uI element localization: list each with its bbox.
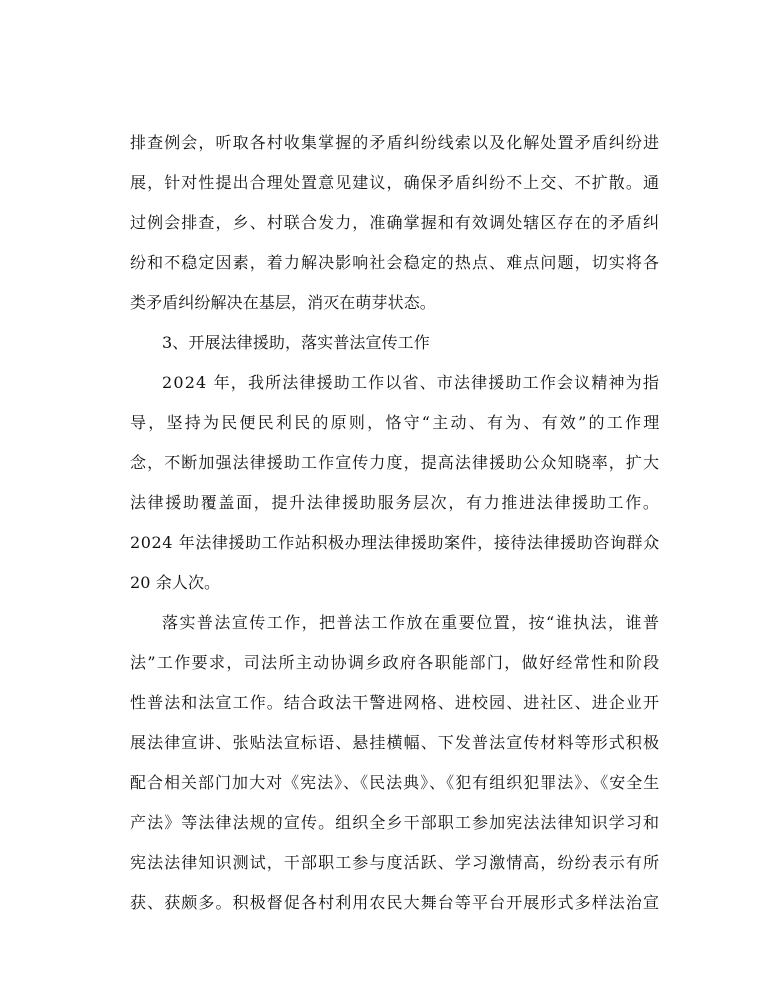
paragraph-line: 性普法和法宣工作。结合政法干警进网格、进校园、进社区、进企业开 — [130, 693, 661, 712]
paragraph-line: 落实普法宣传工作，把普法工作放在重要位置，按“谁执法，谁普 — [162, 613, 661, 632]
paragraph-line: 导，坚持为民便民利民的原则，恪守“主动、有为、有效”的工作理 — [130, 413, 662, 432]
paragraph-line: 配合相关部门加大对《宪法》、《民法典》、《犯有组织犯罪法》、《安全生 — [130, 773, 661, 792]
paragraph-line: 念，不断加强法律援助工作宣传力度，提高法律援助公众知晓率，扩大 — [130, 453, 661, 472]
paragraph-line: 2024 年法律援助工作站积极办理法律援助案件，接待法律援助咨询群众 — [130, 533, 660, 552]
section-heading: 3、开展法律援助，落实普法宣传工作 — [162, 333, 430, 352]
paragraph-line: 法律援助覆盖面，提升法律援助服务层次，有力推进法律援助工作。 — [130, 493, 661, 512]
paragraph-line: 获、获颇多。积极督促各村利用农民大舞台等平台开展形式多样法治宣 — [130, 893, 661, 912]
paragraph-line: 类矛盾纠纷解决在基层，消灭在萌芽状态。 — [130, 293, 436, 312]
paragraph-line: 宪法法律知识测试，干部职工参与度活跃、学习激情高，纷纷表示有所 — [130, 853, 661, 872]
paragraph-line: 纷和不稳定因素，着力解决影响社会稳定的热点、难点问题，切实将各 — [130, 253, 661, 272]
paragraph-line: 展，针对性提出合理处置意见建议，确保矛盾纠纷不上交、不扩散。通 — [130, 173, 661, 192]
paragraph-line: 排查例会，听取各村收集掌握的矛盾纠纷线索以及化解处置矛盾纠纷进 — [130, 133, 661, 152]
paragraph-line: 产法》等法律法规的宣传。组织全乡干部职工参加宪法法律知识学习和 — [130, 813, 661, 832]
paragraph-line: 展法律宣讲、张贴法宣标语、悬挂横幅、下发普法宣传材料等形式积极 — [130, 733, 661, 752]
paragraph-line: 2024 年，我所法律援助工作以省、市法律援助工作会议精神为指 — [162, 373, 660, 392]
paragraph-line: 20 余人次。 — [130, 573, 221, 592]
paragraph-line: 过例会排查，乡、村联合发力，准确掌握和有效调处辖区存在的矛盾纠 — [130, 213, 661, 232]
paragraph-line: 法”工作要求，司法所主动协调乡政府各职能部门，做好经常性和阶段 — [130, 653, 661, 672]
